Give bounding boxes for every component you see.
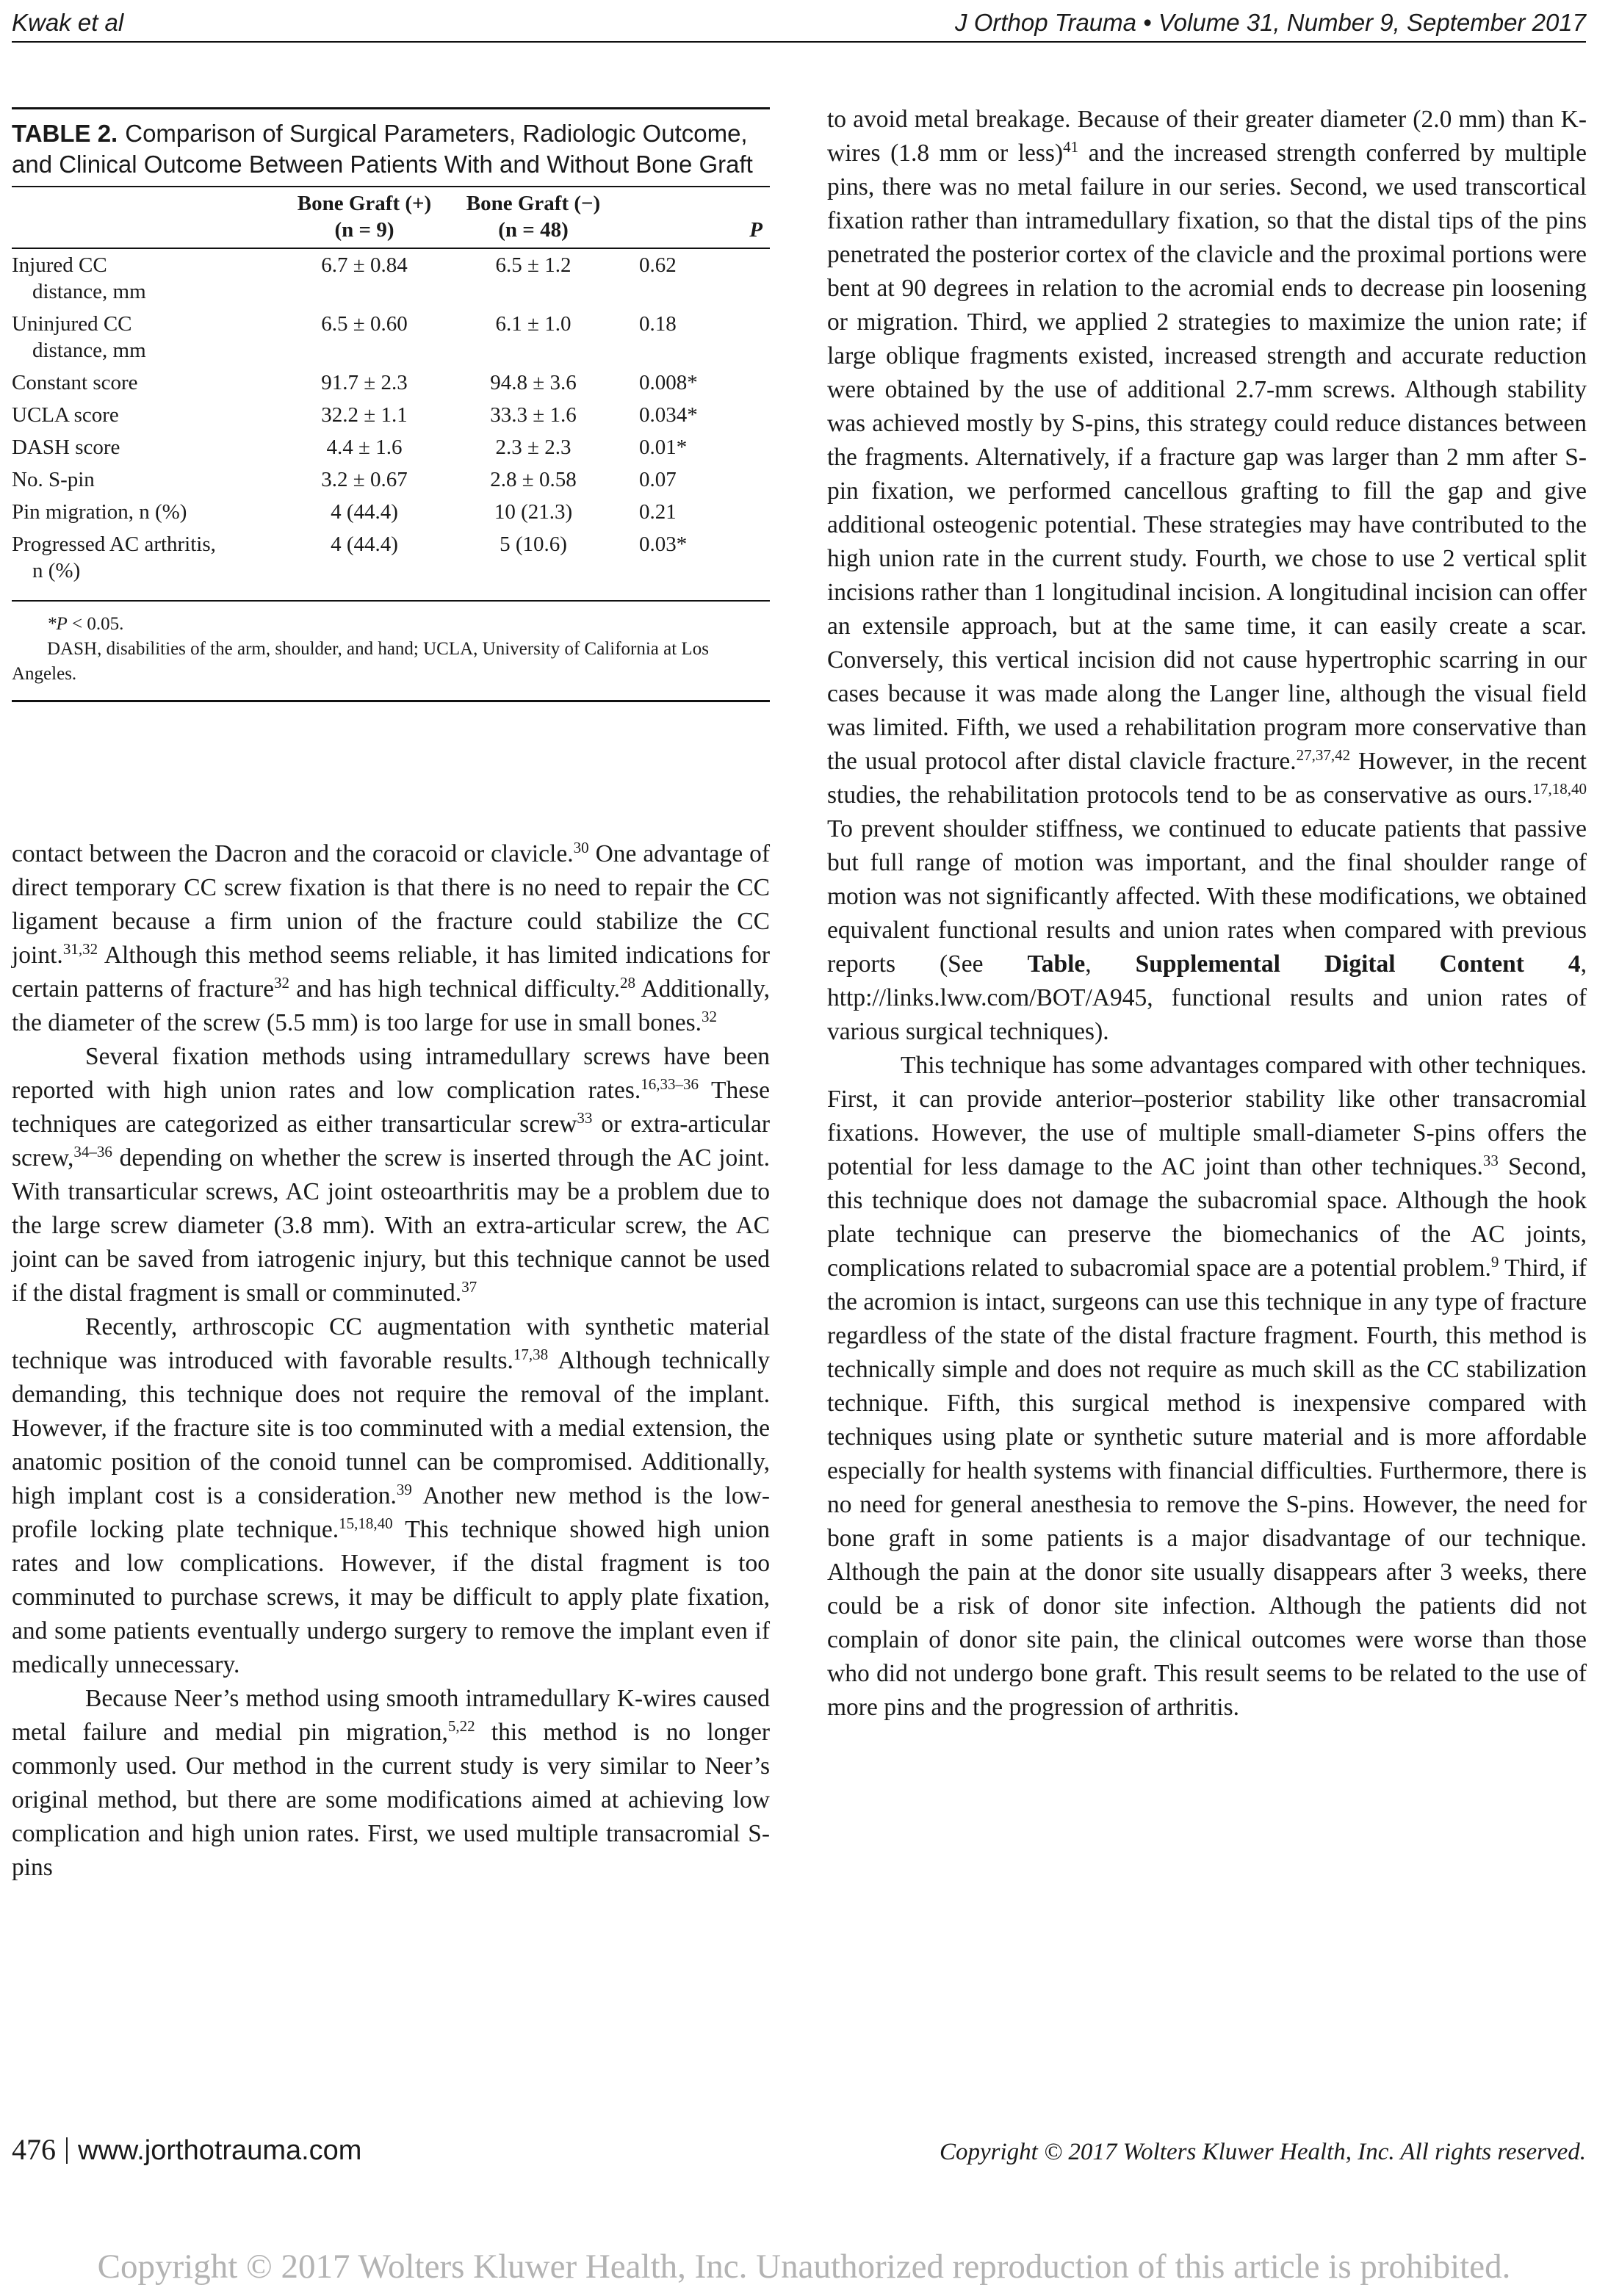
text-run: This technique showed high union rates and low complications. However, if the distal fragment is too comminuted to purchase screws, it may be difficult to apply plate fixation, and some patients eventually undergo surgery to remove the implant even if medically unnecessary. [12, 1516, 770, 1678]
text-run: this method is no longer commonly used. Our method in the current study is very similar to Neer’s original method, but there are some modifications aimed at achieving low complication and high union rates. First, we used multiple transacromial S-pins [12, 1719, 771, 1881]
value-p: 0.034* [639, 403, 698, 427]
running-header [12, 6, 1586, 40]
footer-copyright: Copyright © 2017 Wolters Kluwer Health, Inc. All rights reserved. [940, 2139, 1586, 2165]
table-footnotes [12, 612, 770, 687]
row-label-line1: UCLA score [12, 403, 119, 427]
table-caption-text: Comparison of Surgical Parameters, Radiologic Outcome, and Clinical Outcome Between Patients With and Without Bone Graft [12, 120, 753, 178]
value-graft-neg: 2.3 ± 2.3 [495, 436, 572, 459]
value-graft-pos: 4.4 ± 1.6 [326, 436, 403, 459]
value-graft-pos: 91.7 ± 2.3 [321, 371, 408, 394]
citation: 31,32 [62, 939, 98, 958]
citation: 32 [274, 973, 289, 992]
header-rule [12, 41, 1586, 43]
right-column-text [827, 103, 1587, 1725]
running-header-authors: Kwak et al [12, 9, 124, 36]
supplemental-content-link[interactable]: Supplemental Digital Content 4 [1135, 950, 1581, 978]
text-run: Although technically demanding, this technique does not require the removal of the implant. However, if the fracture site is too comminuted with a medial extension, the anatomic position of the conoid tunnel can be compromised. Additionally, high implant cost is a consideration. [12, 1347, 770, 1509]
citation: 17,18,40 [1532, 779, 1587, 798]
citation: 39 [396, 1480, 412, 1498]
text-run: Third, if the acromion is intact, surgeons can use this technique in any type of fracture regardless of the state of the distal fracture fragment. Fourth, this method is technically simple and does not require as much skill as the CC stabilization technique. Fifth, this surgical method is inexpensive compared with techniques using plate or synthetic suture material and is more affordable especially for health systems with financial difficulties. Furthermore, there is no need for general anesthesia to remove the S-pins. However, the need for bone graft in some patients is a major disadvantage of our technique. Although the pain at the donor site usually disappears after 3 weeks, there could be a risk of donor site infection. Although the patients did not complain of donor site pain, the clinical outcomes were worse than those who did not undergo bone graft. This result seems to be related to the use of more pins and the progression of arthritis. [827, 1255, 1587, 1721]
value-p: 0.21 [639, 500, 677, 524]
value-graft-pos: 3.2 ± 0.67 [321, 468, 408, 491]
copyright-watermark: Copyright © 2017 Wolters Kluwer Health, Inc. Unauthorized reproduction of this article is prohibited. [97, 2248, 1511, 2286]
text-run: Additionally, the diameter of the screw (5.5 mm) is too large for use in small bones. [12, 975, 771, 1036]
value-p: 0.01* [639, 436, 688, 459]
row-label [12, 431, 291, 463]
citation: 16,33–36 [641, 1075, 699, 1093]
citation: 41 [1063, 137, 1079, 156]
row-label-line1: Injured CC [12, 253, 107, 277]
table-header-row [12, 187, 770, 248]
citation: 34–36 [73, 1142, 112, 1160]
value-p: 0.03* [639, 533, 688, 556]
table-header-graft-neg [438, 187, 629, 248]
table-row [12, 463, 770, 496]
paragraph-right-1 [827, 103, 1587, 1049]
header-graft-neg-label: Bone Graft (−) [466, 192, 601, 215]
table-header-blank [12, 187, 291, 248]
header-graft-pos-label: Bone Graft (+) [297, 192, 432, 215]
text-run: Second, this technique does not damage the subacromial space. Although the hook plate technique can preserve the biomechanics of the AC joints, complications related to subacromial space are a potential problem. [827, 1153, 1587, 1282]
value-p: 0.07 [639, 468, 677, 491]
left-column-text [12, 837, 770, 1885]
text-run: depending on whether the screw is inserted through the AC joint. With transarticular screws, AC joint osteoarthritis may be a problem due to the large screw diameter (3.8 mm). With an extra-articular screw, the AC joint can be saved from iatrogenic injury, but this technique cannot be used if the distal fragment is small or comminuted. [12, 1144, 770, 1307]
text-run: Although this method seems reliable, it has limited indications for certain patterns of fracture [12, 942, 770, 1003]
note-sig-rest: < 0.05. [67, 614, 124, 634]
value-graft-pos: 4 (44.4) [331, 533, 398, 556]
table-end-rule [12, 700, 770, 702]
text-run: This technique has some advantages compared with other techniques. First, it can provide anterior–posterior stability like other transacromial fixations. However, the use of multiple small-diameter S-pins offers the potential for less damage to the AC joint than other techniques. [827, 1052, 1587, 1180]
page-number: 476 [12, 2133, 56, 2166]
table-reference-link[interactable]: Table [1027, 950, 1086, 978]
table-row [12, 399, 770, 431]
row-label [12, 249, 291, 308]
value-graft-pos: 6.5 ± 0.60 [321, 312, 408, 336]
table-header-p: P [749, 218, 762, 242]
value-graft-neg: 10 (21.3) [494, 500, 573, 524]
value-graft-neg: 6.1 ± 1.0 [495, 312, 572, 336]
text-run: and the increased strength conferred by multiple pins, there was no metal failure in our series. Second, we used transcortical fixation rather than intramedullary fixation, so that the distal tips of the pins penetrated the posterior cortex of the clavicle and the proximal portions were bent at 90 degrees in relation to the acromial ends to decrease pin loosening or migration. Third, we applied 2 strategies to maximize the union rate; if large oblique fragments existed, increased strength and accurate reduction were obtained by the use of additional 2.7-mm screws. Although stability was achieved mostly by S-pins, this strategy could reduce distances between the fragments. Alternatively, if a fracture gap was larger than 2 mm after S-pin fixation, we performed cancellous grafting to fill the gap and give additional osteogenic potential. These strategies may have contributed to the high union rate in the current study. Fourth, we chose to use 2 vertical split incisions rather than 1 longitudinal incision. A longitudinal incision can offer an extensile approach, but at the same time, it can easily create a scar. Conversely, this vertical incision did not cause hypertrophic scarring in our cases because it was made along the Langer line, although the visual field was limited. Fifth, we used a rehabilitation program more conservative than the usual protocol after distal clavicle fracture. [827, 140, 1587, 775]
table-row [12, 249, 770, 308]
citation: 15,18,40 [339, 1514, 393, 1532]
value-p: 0.18 [639, 312, 677, 336]
table-top-rule [12, 107, 770, 109]
table-row [12, 367, 770, 399]
row-label [12, 463, 291, 496]
citation: 32 [702, 1007, 717, 1025]
table-caption [12, 118, 770, 180]
citation: 9 [1490, 1252, 1499, 1271]
row-label-line1: Constant score [12, 371, 138, 394]
row-label-line2: n (%) [32, 559, 81, 582]
paragraph-left-1 [12, 837, 770, 1040]
value-graft-pos: 4 (44.4) [331, 500, 398, 524]
value-graft-pos: 32.2 ± 1.1 [321, 403, 408, 427]
text-run: or extra-articular screw, [12, 1111, 770, 1172]
citation: 27,37,42 [1296, 746, 1351, 764]
row-label [12, 496, 291, 528]
text-run: These techniques are categorized as either transarticular screw [12, 1077, 770, 1138]
table-body [12, 249, 770, 587]
row-label-line2: distance, mm [32, 280, 146, 303]
citation: 33 [577, 1108, 593, 1127]
value-graft-neg: 94.8 ± 3.6 [490, 371, 577, 394]
row-label-line1: No. S-pin [12, 468, 95, 491]
text-run: to avoid metal breakage. Because of their greater diameter (2.0 mm) than K-wires (1.8 mm or less) [827, 106, 1587, 167]
row-label [12, 528, 291, 587]
value-graft-pos: 6.7 ± 0.84 [321, 253, 408, 277]
row-label-line1: Pin migration, n (%) [12, 500, 187, 524]
citation: 28 [620, 973, 636, 992]
note-sig-p: *P [47, 614, 68, 634]
text-run: Because Neer’s method using smooth intramedullary K-wires caused metal failure and medial pin migration, [12, 1685, 770, 1746]
row-label-line1: DASH score [12, 436, 120, 459]
footer-separator [66, 2137, 68, 2164]
text-run: One advantage of direct temporary CC screw fixation is that there is no need to repair the CC ligament because a firm union of the fracture could stabilize the CC joint. [12, 840, 770, 969]
row-label-line1: Uninjured CC [12, 312, 132, 336]
row-label-line2: distance, mm [32, 339, 146, 362]
paragraph-left-3 [12, 1310, 770, 1682]
value-graft-neg: 6.5 ± 1.2 [495, 253, 572, 277]
table-note-significance [12, 612, 770, 637]
row-label [12, 367, 291, 399]
paragraph-left-4 [12, 1682, 770, 1885]
text-run: However, in the recent studies, the rehabilitation protocols tend to be as conservative as ours. [827, 748, 1587, 809]
table-label: TABLE 2. [12, 120, 118, 147]
header-graft-pos-n: (n = 9) [334, 218, 394, 242]
citation: 37 [461, 1277, 477, 1296]
text-run: and has high technical difficulty. [289, 975, 621, 1003]
text-run: Several fixation methods using intramedullary screws have been reported with high union rates and low complication rates. [12, 1043, 770, 1104]
citation: 5,22 [447, 1716, 475, 1735]
table-2 [12, 107, 770, 702]
text-run: contact between the Dacron and the coracoid or clavicle. [12, 840, 574, 867]
citation: 33 [1482, 1151, 1499, 1169]
value-graft-neg: 33.3 ± 1.6 [490, 403, 577, 427]
value-p: 0.62 [639, 253, 677, 277]
table-bottom-rule [12, 600, 770, 602]
table-note-abbreviations: DASH, disabilities of the arm, shoulder, and hand; UCLA, University of California at Los Angeles. [12, 639, 709, 684]
paragraph-right-2 [827, 1049, 1587, 1725]
row-label [12, 308, 291, 367]
page-footer-left [12, 2131, 361, 2169]
text-run: To prevent shoulder stiffness, we continued to educate patients that passive but full range of motion was important, and the final shoulder range of motion was not significantly affected. With these modifications, we obtained equivalent functional results and union rates when compared with previous reports (See [827, 815, 1587, 978]
table-grid [12, 187, 770, 587]
citation: 17,38 [513, 1345, 549, 1363]
value-graft-neg: 5 (10.6) [500, 533, 567, 556]
table-row [12, 308, 770, 367]
value-graft-neg: 2.8 ± 0.58 [490, 468, 577, 491]
value-p: 0.008* [639, 371, 698, 394]
table-header-graft-pos [291, 187, 438, 248]
row-label-line1: Progressed AC arthritis, [12, 533, 216, 556]
table-row [12, 496, 770, 528]
running-header-journal: J Orthop Trauma • Volume 31, Number 9, September 2017 [955, 9, 1586, 36]
text-run: , http://links.lww.com/BOT/A945, functional results and union rates of various surgical techniques). [827, 950, 1587, 1045]
citation: 30 [573, 838, 589, 856]
text-run: Recently, arthroscopic CC augmentation with synthetic material technique was introduced with favorable results. [12, 1313, 770, 1374]
text-run: , [1085, 950, 1136, 978]
row-label [12, 399, 291, 431]
journal-website-link[interactable]: www.jorthotrauma.com [78, 2135, 362, 2166]
header-graft-neg-n: (n = 48) [498, 218, 569, 242]
table-row [12, 431, 770, 463]
table-row [12, 528, 770, 587]
paragraph-left-2 [12, 1040, 770, 1310]
text-run: Another new method is the low-profile locking plate technique. [12, 1482, 770, 1543]
